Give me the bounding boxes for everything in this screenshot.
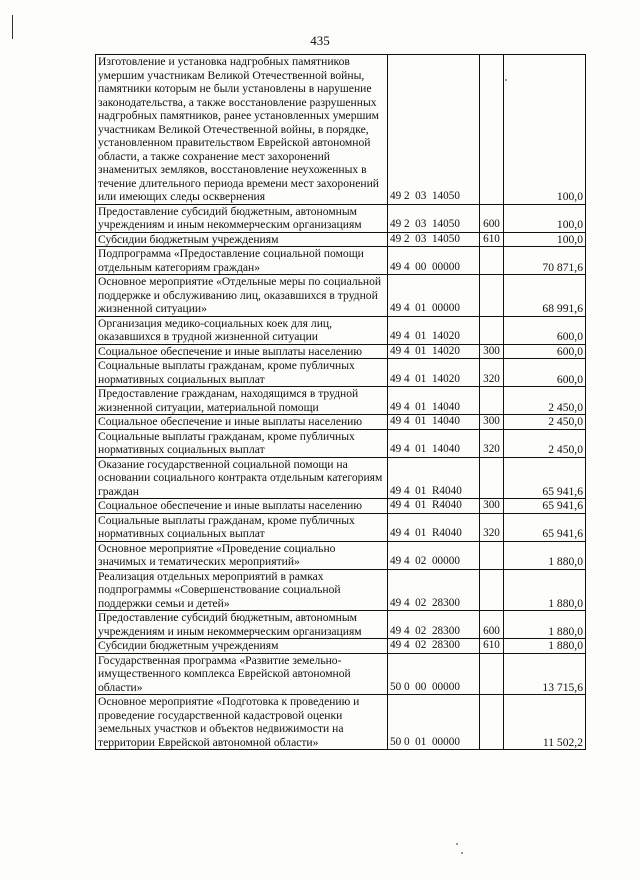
table-row (96, 457, 586, 499)
scan-speck (456, 843, 458, 845)
table-row (96, 387, 586, 415)
table-row (96, 695, 586, 750)
row-amount-cell: 100,0 (504, 232, 586, 247)
row-name-cell: Социальное обеспечение и иные выплаты населению (96, 499, 388, 514)
row-code-cell: 49 4 01 R4040 (388, 499, 480, 514)
row-expense-type-cell (480, 457, 504, 499)
row-expense-type-cell: 610 (480, 232, 504, 247)
row-code-cell: 49 4 02 28300 (388, 569, 480, 611)
table-row (96, 653, 586, 695)
row-code-cell: 49 4 01 00000 (388, 275, 480, 317)
table-row (96, 247, 586, 275)
table-row (96, 541, 586, 569)
row-name-cell: Реализация отдельных мероприятий в рамках подпрограммы «Совершенствование социальной поддержки семьи и детей» (96, 569, 388, 611)
row-expense-type-cell: 300 (480, 499, 504, 514)
table-row (96, 639, 586, 654)
row-expense-type-cell: 320 (480, 513, 504, 541)
row-amount-cell: 11 502,2 (504, 695, 586, 750)
table-row (96, 316, 586, 344)
row-code-cell: 49 4 00 00000 (388, 247, 480, 275)
table-row (96, 55, 586, 205)
row-amount-cell: 600,0 (504, 344, 586, 359)
table-row (96, 275, 586, 317)
page-number: 435 (310, 33, 330, 48)
row-name-cell: Социальное обеспечение и иные выплаты населению (96, 415, 388, 430)
row-code-cell: 49 4 01 14040 (388, 415, 480, 430)
row-expense-type-cell: 300 (480, 415, 504, 430)
table-row (96, 359, 586, 387)
row-amount-cell: 1 880,0 (504, 611, 586, 639)
row-expense-type-cell (480, 387, 504, 415)
row-code-cell: 49 4 01 R4040 (388, 457, 480, 499)
row-expense-type-cell: 300 (480, 344, 504, 359)
row-code-cell: 49 4 01 14020 (388, 359, 480, 387)
row-amount-cell: 13 715,6 (504, 653, 586, 695)
row-amount-cell: 65 941,6 (504, 513, 586, 541)
table-row (96, 344, 586, 359)
row-name-cell: Организация медико-социальных коек для лиц, оказавшихся в трудной жизненной ситуации (96, 316, 388, 344)
row-name-cell: Подпрограмма «Предоставление социальной помощи отдельным категориям граждан» (96, 247, 388, 275)
row-expense-type-cell (480, 275, 504, 317)
row-expense-type-cell (480, 695, 504, 750)
row-name-cell: Государственная программа «Развитие земельно-имущественного комплекса Еврейской автономной области» (96, 653, 388, 695)
row-code-cell: 49 2 03 14050 (388, 204, 480, 232)
row-name-cell: Предоставление субсидий бюджетным, автономным учреждениям и иным некоммерческим организациям (96, 204, 388, 232)
table-row (96, 232, 586, 247)
row-name-cell: Основное мероприятие «Отдельные меры по социальной поддержке и обслуживанию лиц, оказавшихся в трудной жизненной ситуации» (96, 275, 388, 317)
row-amount-cell: 1 880,0 (504, 541, 586, 569)
row-expense-type-cell: 600 (480, 204, 504, 232)
row-expense-type-cell (480, 55, 504, 205)
row-code-cell: 49 4 01 14040 (388, 387, 480, 415)
budget-table-body (96, 55, 586, 750)
row-name-cell: Предоставление гражданам, находящимся в трудной жизненной ситуации, материальной помощи (96, 387, 388, 415)
row-expense-type-cell: 610 (480, 639, 504, 654)
row-expense-type-cell (480, 541, 504, 569)
row-name-cell: Социальные выплаты гражданам, кроме публичных нормативных социальных выплат (96, 429, 388, 457)
table-row (96, 611, 586, 639)
row-name-cell: Субсидии бюджетным учреждениям (96, 232, 388, 247)
row-code-cell: 50 0 00 00000 (388, 653, 480, 695)
table-row (96, 415, 586, 430)
row-expense-type-cell (480, 247, 504, 275)
table-row (96, 499, 586, 514)
row-code-cell: 49 4 01 14020 (388, 344, 480, 359)
budget-table (95, 54, 586, 750)
row-amount-cell: 65 941,6 (504, 457, 586, 499)
row-expense-type-cell: 320 (480, 359, 504, 387)
row-expense-type-cell (480, 653, 504, 695)
table-row (96, 204, 586, 232)
row-name-cell: Социальное обеспечение и иные выплаты населению (96, 344, 388, 359)
row-expense-type-cell: 320 (480, 429, 504, 457)
row-amount-cell: 100,0 (504, 55, 586, 205)
row-amount-cell: 2 450,0 (504, 429, 586, 457)
row-name-cell: Оказание государственной социальной помощи на основании социального контракта отдельным категориям граждан (96, 457, 388, 499)
row-amount-cell: 68 991,6 (504, 275, 586, 317)
row-name-cell: Основное мероприятие «Проведение социально значимых и тематических мероприятий» (96, 541, 388, 569)
row-code-cell: 49 4 02 28300 (388, 611, 480, 639)
row-amount-cell: 2 450,0 (504, 415, 586, 430)
row-amount-cell: 70 871,6 (504, 247, 586, 275)
row-name-cell: Социальные выплаты гражданам, кроме публичных нормативных социальных выплат (96, 359, 388, 387)
row-amount-cell: 600,0 (504, 316, 586, 344)
row-expense-type-cell: 600 (480, 611, 504, 639)
row-amount-cell: 100,0 (504, 204, 586, 232)
row-expense-type-cell (480, 316, 504, 344)
row-name-cell: Основное мероприятие «Подготовка к проведению и проведение государственной кадастровой оценки земельных участков и объектов недвижимости на территории Еврейской автономной области» (96, 695, 388, 750)
table-row (96, 429, 586, 457)
scan-speck (461, 852, 463, 854)
row-name-cell: Изготовление и установка надгробных памятников умершим участникам Великой Отечественной войны, памятники которым не были установлены в нарушение законодательства, а также восстановление разрушенных надгробных памятников, ранее установленных умершим участникам Великой Отечественной войны, в порядке, установленном правительством Еврейской автономной области, а также сохранение мест захоронений знаменитых земляков, восстановление неухоженных в течение длительного периода времени мест захоронений или имеющих следы осквернения (96, 55, 388, 205)
row-name-cell: Предоставление субсидий бюджетным, автономным учреждениям и иным некоммерческим организациям (96, 611, 388, 639)
row-amount-cell: 1 880,0 (504, 639, 586, 654)
row-code-cell: 49 4 01 R4040 (388, 513, 480, 541)
row-amount-cell: 65 941,6 (504, 499, 586, 514)
row-code-cell: 49 4 01 14040 (388, 429, 480, 457)
row-amount-cell: 600,0 (504, 359, 586, 387)
row-expense-type-cell (480, 569, 504, 611)
scan-speck (505, 79, 507, 81)
row-code-cell: 49 2 03 14050 (388, 55, 480, 205)
row-name-cell: Субсидии бюджетным учреждениям (96, 639, 388, 654)
table-row (96, 569, 586, 611)
row-code-cell: 49 4 01 14020 (388, 316, 480, 344)
row-amount-cell: 2 450,0 (504, 387, 586, 415)
row-code-cell: 49 4 02 28300 (388, 639, 480, 654)
row-code-cell: 49 2 03 14050 (388, 232, 480, 247)
row-code-cell: 50 0 01 00000 (388, 695, 480, 750)
row-amount-cell: 1 880,0 (504, 569, 586, 611)
row-name-cell: Социальные выплаты гражданам, кроме публичных нормативных социальных выплат (96, 513, 388, 541)
row-code-cell: 49 4 02 00000 (388, 541, 480, 569)
table-row (96, 513, 586, 541)
